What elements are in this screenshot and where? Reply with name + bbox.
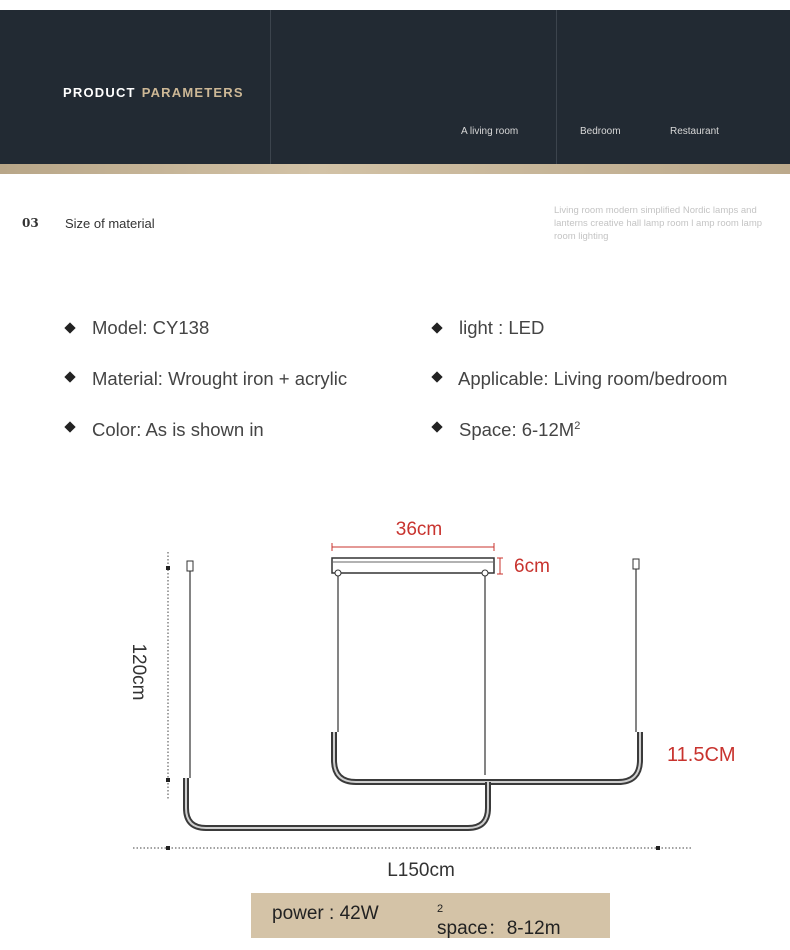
canopy-width-marker	[332, 543, 494, 551]
spec-space-sup: 2	[574, 419, 581, 432]
lamp-canopy	[332, 558, 494, 573]
footer-space-sup: 2	[437, 903, 444, 915]
spec-light: light : LED	[459, 317, 545, 338]
spec-applicable: Applicable: Living room/bedroom	[458, 368, 728, 389]
section-number: 03	[22, 216, 39, 230]
suspension-wires	[190, 560, 636, 778]
section-description: Living room modern simplified Nordic lamps and lanterns creative hall lamp room l amp room lamp room lighting	[554, 205, 763, 242]
footer-space	[437, 903, 561, 939]
height-label: 120cm	[128, 643, 149, 701]
length-label: L150cm	[387, 860, 455, 881]
upper-light-frame	[334, 732, 640, 782]
footer-space-text: space：8-12m	[437, 918, 561, 939]
power-label: power : 42W	[272, 903, 379, 924]
canopy-width-label: 36cm	[395, 519, 443, 540]
frame-height-label: 11.5CM	[667, 744, 736, 766]
canopy-height-label: 6cm	[514, 556, 550, 577]
spec-space-text: Space: 6-12M	[459, 419, 575, 440]
nav-living-room[interactable]: A living room	[461, 126, 519, 137]
nav-restaurant[interactable]: Restaurant	[670, 126, 719, 137]
title-product: PRODUCT	[63, 85, 136, 100]
spec-model: Model: CY138	[92, 317, 210, 338]
lower-light-frame	[186, 778, 488, 828]
nav-bedroom[interactable]: Bedroom	[580, 126, 621, 137]
title-parameters: PARAMETERS	[141, 85, 244, 100]
power-info-box	[251, 893, 610, 938]
canopy-height-marker	[497, 558, 503, 574]
spec-material: Material: Wrought iron + acrylic	[92, 368, 348, 389]
spec-color: Color: As is shown in	[92, 419, 264, 440]
section-title: Size of material	[65, 216, 155, 231]
